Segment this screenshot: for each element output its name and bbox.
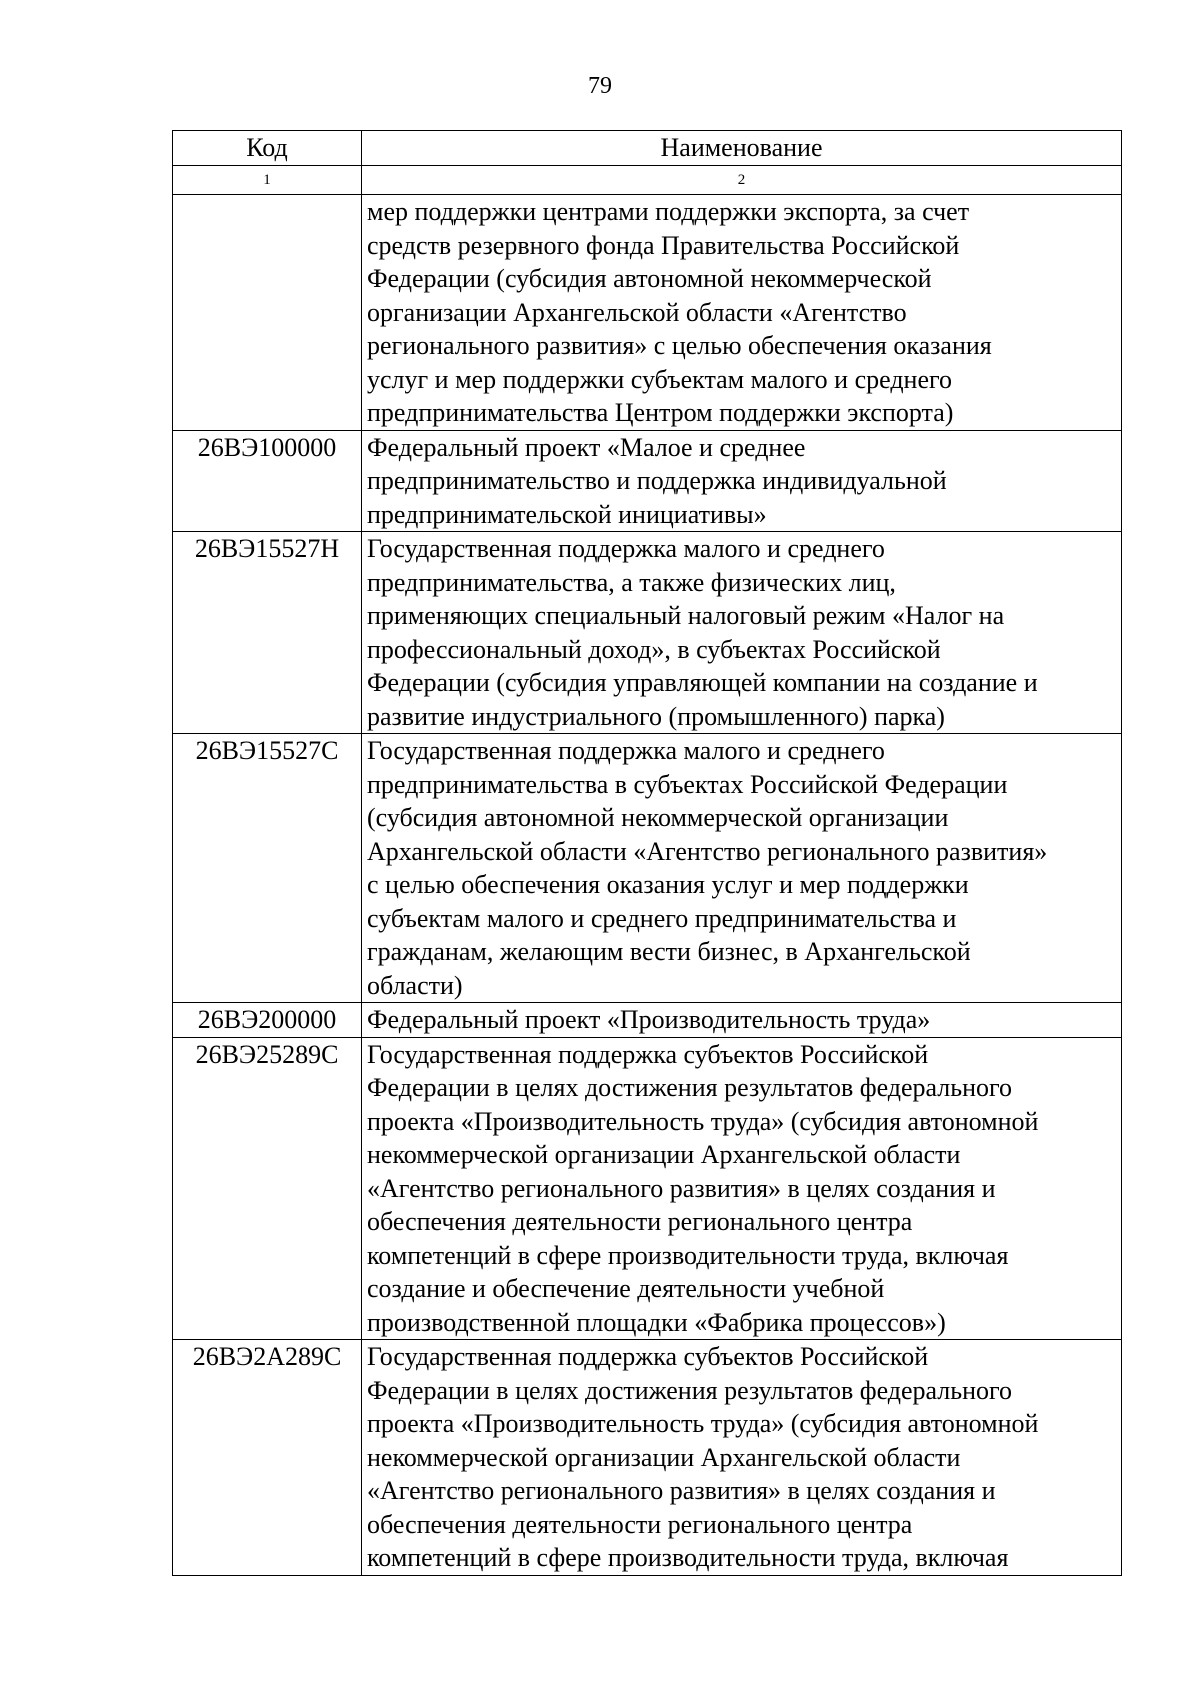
row-name-line: услуг и мер поддержки субъектам малого и среднего bbox=[367, 364, 953, 394]
row-name-line: Архангельской области «Агентство регионального развития» bbox=[367, 836, 1048, 866]
column-number-name: 2 bbox=[362, 166, 1122, 195]
row-code bbox=[173, 195, 362, 431]
row-name-line: субъектам малого и среднего предпринимательства и bbox=[367, 903, 957, 933]
row-name-line: «Агентство регионального развития» в целях создания и bbox=[367, 1173, 996, 1203]
row-name-line: Федерации (субсидия управляющей компании на создание и bbox=[367, 668, 1038, 697]
row-name-line: средств резервного фонда Правительства Российской bbox=[367, 230, 960, 260]
row-code: 26ВЭ15527Н bbox=[173, 532, 362, 734]
column-number-code: 1 bbox=[173, 166, 362, 195]
row-name-line: некоммерческой организации Архангельской области bbox=[367, 1442, 961, 1472]
row-name-line: обеспечения деятельности регионального центра bbox=[367, 1207, 913, 1236]
row-name-line: области) bbox=[367, 970, 463, 1000]
row-name-line: проекта «Производительность труда» (субсидия автономной bbox=[367, 1409, 1039, 1438]
row-name-line: компетенций в сфере производительности труда, включая bbox=[367, 1543, 1009, 1572]
row-name-line: Государственная поддержка субъектов Российской bbox=[367, 1342, 929, 1371]
table-body bbox=[173, 195, 1122, 1576]
table-row bbox=[173, 532, 1122, 734]
row-name-line: предпринимательства Центром поддержки экспорта) bbox=[367, 398, 954, 427]
row-name-line: Федеральный проект «Производительность труда» bbox=[367, 1005, 931, 1034]
row-name-line: Федерации в целях достижения результатов федерального bbox=[367, 1375, 1013, 1405]
page-number: 79 bbox=[588, 73, 612, 99]
table-row bbox=[173, 1003, 1122, 1038]
row-name-line: «Агентство регионального развития» в целях создания и bbox=[367, 1476, 996, 1505]
row-name bbox=[362, 1003, 1122, 1038]
row-name-line: организации Архангельской области «Агентство bbox=[367, 297, 907, 327]
row-name-line: предпринимательство и поддержка индивидуальной bbox=[367, 466, 947, 495]
row-name bbox=[362, 1037, 1122, 1340]
row-code: 26ВЭ15527С bbox=[173, 734, 362, 1003]
row-name-line: применяющих специальный налоговый режим «Налог на bbox=[367, 601, 1005, 630]
row-name bbox=[362, 734, 1122, 1003]
column-number-row bbox=[173, 166, 1122, 195]
table-row bbox=[173, 195, 1122, 431]
row-name bbox=[362, 1340, 1122, 1576]
row-name-line: проекта «Производительность труда» (субсидия автономной bbox=[367, 1106, 1039, 1136]
row-name-line: профессиональный доход», в субъектах Российской bbox=[367, 634, 941, 664]
row-name-line: Федерации (субсидия автономной некоммерческой bbox=[367, 264, 932, 293]
row-name bbox=[362, 532, 1122, 734]
row-name-line: с целью обеспечения оказания услуг и мер поддержки bbox=[367, 870, 969, 899]
row-name bbox=[362, 195, 1122, 431]
row-name-line: некоммерческой организации Архангельской области bbox=[367, 1140, 961, 1169]
table-header-row bbox=[173, 131, 1122, 166]
budget-code-table bbox=[172, 130, 1122, 1576]
row-name-line: (субсидия автономной некоммерческой организации bbox=[367, 803, 949, 832]
table-row bbox=[173, 1340, 1122, 1576]
row-name-line: производственной площадки «Фабрика процессов») bbox=[367, 1307, 946, 1337]
row-name-line: Федеральный проект «Малое и среднее bbox=[367, 432, 806, 462]
header-name: Наименование bbox=[362, 131, 1122, 166]
row-code: 26ВЭ200000 bbox=[173, 1003, 362, 1038]
header-code: Код bbox=[173, 131, 362, 166]
row-name-line: создание и обеспечение деятельности учебной bbox=[367, 1274, 885, 1303]
row-code: 26ВЭ25289С bbox=[173, 1037, 362, 1340]
row-name-line: предпринимательства, а также физических лиц, bbox=[367, 567, 896, 597]
row-name-line: Государственная поддержка субъектов Российской bbox=[367, 1039, 929, 1069]
row-name-line: регионального развития» с целью обеспечения оказания bbox=[367, 331, 992, 360]
row-name-line: гражданам, желающим вести бизнес, в Архангельской bbox=[367, 937, 971, 966]
table-row bbox=[173, 1037, 1122, 1340]
row-name-line: Государственная поддержка малого и среднего bbox=[367, 736, 885, 765]
row-name-line: предпринимательства в субъектах Российской Федерации bbox=[367, 769, 1008, 799]
row-name-line: компетенций в сфере производительности труда, включая bbox=[367, 1240, 1009, 1270]
row-name-line: обеспечения деятельности регионального центра bbox=[367, 1509, 913, 1539]
row-name-line: мер поддержки центрами поддержки экспорта, за счет bbox=[367, 197, 970, 226]
row-code: 26ВЭ2А289С bbox=[173, 1340, 362, 1576]
row-name-line: предпринимательской инициативы» bbox=[367, 499, 767, 529]
table-row bbox=[173, 734, 1122, 1003]
row-name-line: Федерации в целях достижения результатов федерального bbox=[367, 1073, 1013, 1102]
row-name-line: развитие индустриального (промышленного) парка) bbox=[367, 701, 945, 731]
table-row bbox=[173, 430, 1122, 532]
row-name-line: Государственная поддержка малого и среднего bbox=[367, 534, 885, 563]
row-name bbox=[362, 430, 1122, 532]
row-code: 26ВЭ100000 bbox=[173, 430, 362, 532]
